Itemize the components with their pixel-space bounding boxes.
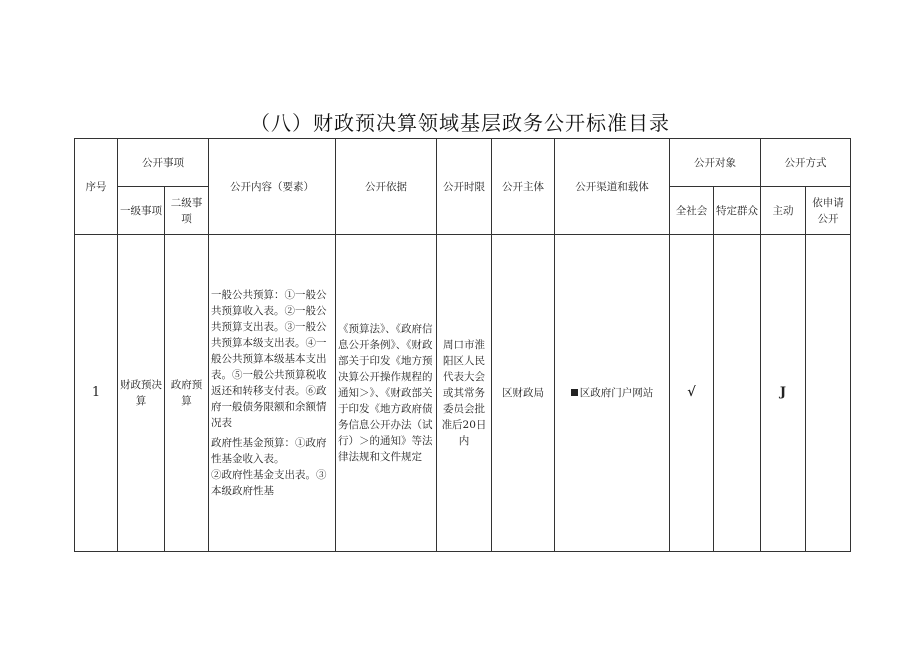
cell-subject: 区财政局 <box>492 235 555 552</box>
cell-channel: 区政府门户网站 <box>555 235 670 552</box>
header-active: 主动 <box>761 187 806 235</box>
header-subject: 公开主体 <box>492 139 555 235</box>
cell-level1: 财政预决算 <box>118 235 165 552</box>
content-fund-budget-cont: ②政府性基金支出表。③本级政府性基 <box>211 469 327 497</box>
header-whole-society: 全社会 <box>670 187 714 235</box>
table-row <box>75 235 851 552</box>
content-general-budget: 一般公共预算：①一般公共预算收入表。②一般公共预算支出表。③一般公共预算本级支出表。④一般公共预算本级基本支出表。⑤一般公共预算税收返还和转移支付表。⑥政府一般债务限额和余额情况表 <box>211 289 327 429</box>
content-fund-budget: 政府性基金预算：①政府性基金收入表。 <box>211 437 327 465</box>
header-content: 公开内容（要素） <box>209 139 336 235</box>
header-on-request: 依申请公开 <box>806 187 851 235</box>
cell-on-request <box>806 235 851 552</box>
header-item-group: 公开事项 <box>118 139 209 187</box>
cell-content <box>209 235 336 552</box>
cell-specific-group <box>714 235 761 552</box>
black-square-icon <box>571 389 578 396</box>
cell-level2: 政府预算 <box>165 235 209 552</box>
header-channel: 公开渠道和载体 <box>555 139 670 235</box>
cell-seq: 1 <box>75 235 118 552</box>
header-level1: 一级事项 <box>118 187 165 235</box>
header-time-limit: 公开时限 <box>437 139 492 235</box>
header-basis: 公开依据 <box>336 139 437 235</box>
disclosure-catalog-table <box>74 138 851 552</box>
page-title: （八）财政预决算领域基层政务公开标准目录 <box>250 111 670 135</box>
check-mark-icon: √ <box>687 385 696 400</box>
cell-basis: 《预算法》、《政府信息公开条例》、《财政部关于印发《地方预决算公开操作规程的通知＞》、《财政部关于印发《地方政府债务信息公开办法（试行）＞的通知》等法律法规和文件规定 <box>336 235 437 552</box>
header-method-group: 公开方式 <box>761 139 851 187</box>
header-level2: 二级事项 <box>165 187 209 235</box>
header-specific-group: 特定群众 <box>714 187 761 235</box>
cell-whole-society <box>670 235 714 552</box>
header-seq: 序号 <box>75 139 118 235</box>
header-target-group: 公开对象 <box>670 139 761 187</box>
cell-active: J <box>761 235 806 552</box>
cell-time-limit: 周口市淮阳区人民代表大会或其常务委员会批准后20日内 <box>437 235 492 552</box>
